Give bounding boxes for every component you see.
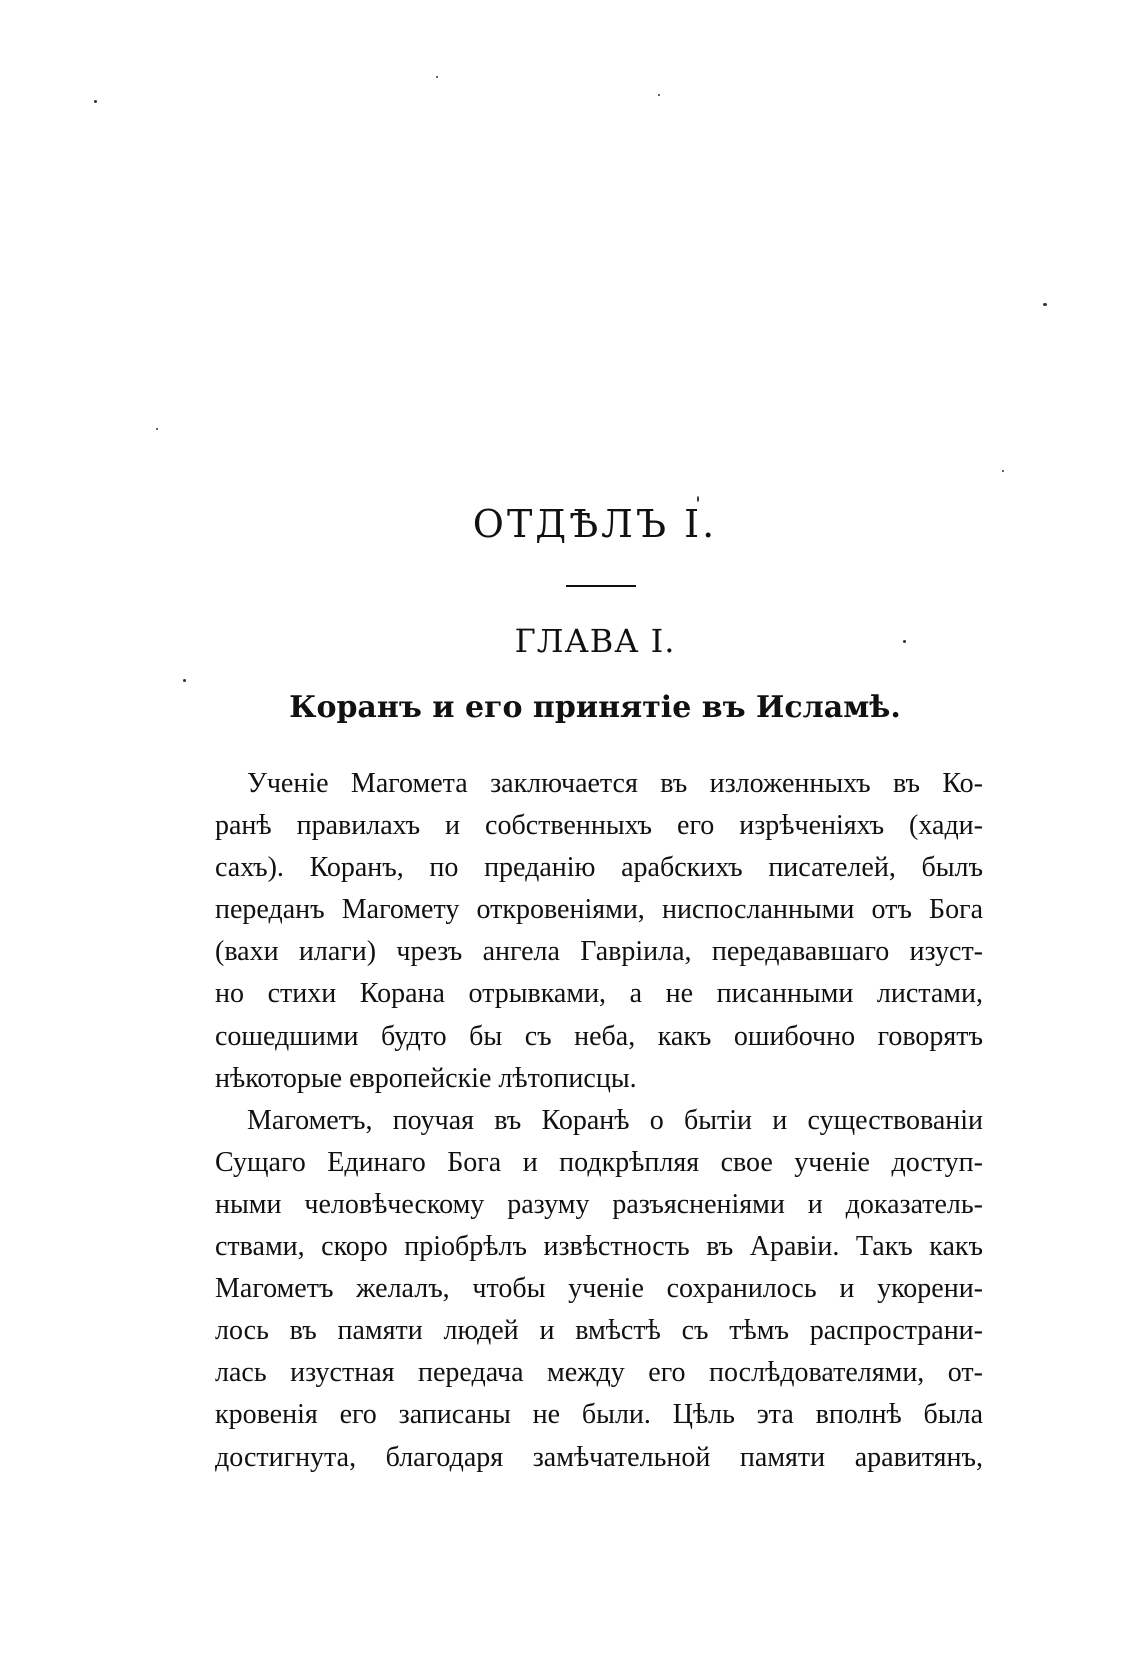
scan-speck xyxy=(903,640,906,643)
scan-speck xyxy=(1043,303,1047,306)
chapter-title: ГЛАВА I. xyxy=(514,622,676,660)
scan-speck xyxy=(697,496,699,502)
text-line: Магометъ, поучая въ Коранѣ о бытіи и существованіи xyxy=(247,1104,983,1136)
text-line: кровенія его записаны не были. Цѣль эта вполнѣ была xyxy=(215,1399,983,1431)
text-line: достигнута, благодаря замѣчательной памяти аравитянъ, xyxy=(215,1441,983,1473)
scan-speck xyxy=(436,76,438,78)
text-line: но стихи Корана отрывками, а не писанными листами, xyxy=(215,978,983,1010)
paragraph-1 xyxy=(215,763,983,1100)
text-line: Магометъ желалъ, чтобы ученіе сохранилось и укорени- xyxy=(215,1273,983,1305)
text-line: Сущаго Единаго Бога и подкрѣпляя свое ученіе доступ- xyxy=(215,1146,983,1178)
text-line: сошедшими будто бы съ неба, какъ ошибочно говорятъ xyxy=(215,1020,983,1052)
text-line: (вахи илаги) чрезъ ангела Гавріила, передававшаго изуст- xyxy=(215,936,983,968)
text-line: ствами, скоро пріобрѣлъ извѣстность въ Аравіи. Такъ какъ xyxy=(215,1231,983,1263)
text-line: Ученіе Магомета заключается въ изложенныхъ въ Ко- xyxy=(247,768,983,799)
text-line: лась изустная передача между его послѣдователями, от- xyxy=(215,1357,983,1389)
title-divider xyxy=(566,585,636,587)
text-line: ными человѣческому разуму разъясненіями и доказатель- xyxy=(215,1188,983,1220)
section-title: ОТДѢЛЪ I. xyxy=(472,502,718,546)
chapter-subtitle: Коранъ и его принятіе въ Исламѣ. xyxy=(289,690,901,725)
scan-speck xyxy=(183,679,186,682)
scan-speck xyxy=(658,94,660,96)
text-line: ранѣ правилахъ и собственныхъ его изрѣченіяхъ (хади- xyxy=(215,810,983,842)
scan-speck xyxy=(1002,470,1004,472)
text-line: сахъ). Коранъ, по преданію арабскихъ писателей, былъ xyxy=(215,852,983,884)
scan-speck xyxy=(94,100,97,103)
text-line: переданъ Магомету откровеніями, ниспосланными отъ Бога xyxy=(215,894,983,926)
body-text xyxy=(215,763,983,1479)
paragraph-2 xyxy=(215,1100,983,1479)
scan-speck xyxy=(156,428,158,430)
text-line: лось въ памяти людей и вмѣстѣ съ тѣмъ распространи- xyxy=(215,1315,983,1347)
text-line: нѣкоторые европейскіе лѣтописцы. xyxy=(215,1062,637,1094)
